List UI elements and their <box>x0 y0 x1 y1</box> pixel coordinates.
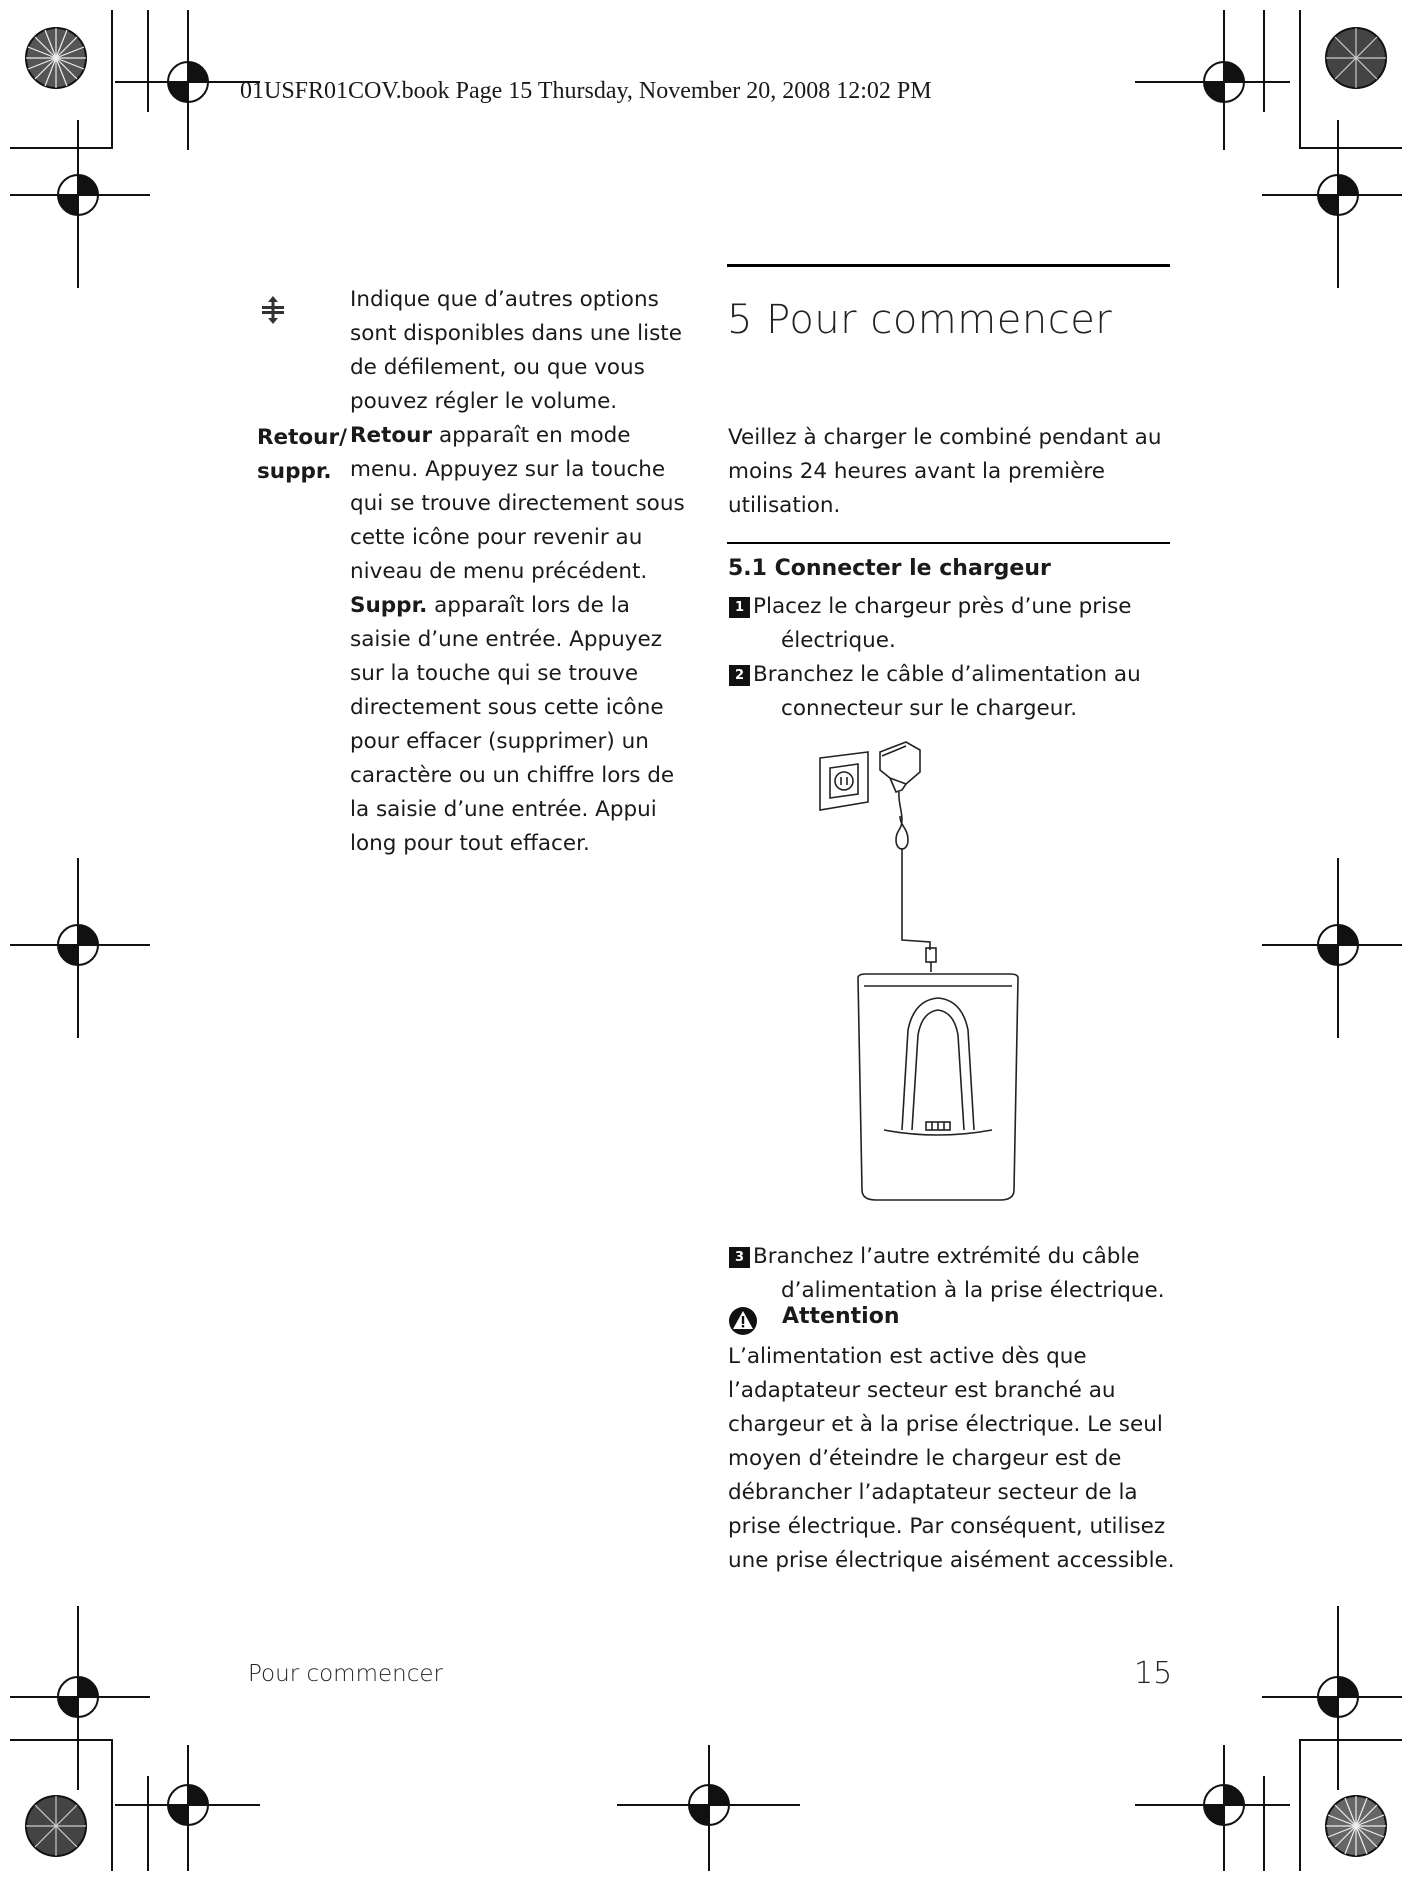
chapter-title: 5 Pour commencer <box>727 297 1113 343</box>
page-number: 15 <box>1134 1656 1173 1691</box>
retour-description: Retour apparaît en mode menu. Appuyez sur la touche qui se trouve directement sous cette icône pour revenir au niveau de menu précédent. <box>350 423 685 584</box>
charger-illustration <box>810 730 1070 1210</box>
warning-icon <box>728 1306 758 1336</box>
print-header: 01USFR01COV.book Page 15 Thursday, November 20, 2008 12:02 PM <box>240 78 932 104</box>
section-title: 5.1 Connecter le chargeur <box>728 556 1051 581</box>
scroll-volume-icon <box>258 295 288 325</box>
section-rule <box>727 542 1170 544</box>
chapter-intro: Veillez à charger le combiné pendant au moins 24 heures avant la première utilisation. <box>728 425 1162 518</box>
attention-title: Attention <box>782 1304 900 1329</box>
left-column-text <box>350 283 690 861</box>
step-3: 3 Branchez l’autre extrémité du câble d’alimentation à la prise électrique. <box>729 1240 1179 1308</box>
step-2: 2 Branchez le câble d’alimentation au connecteur sur le chargeur. <box>729 658 1179 726</box>
retour-label: Retour/ suppr. <box>257 425 347 484</box>
scroll-description: Indique que d’autres options sont disponibles dans une liste de défilement, ou que vous pouvez régler le volume. <box>350 287 682 414</box>
attention-text: L’alimentation est active dès que l’adaptateur secteur est branché au chargeur et à la prise électrique. Le seul moyen d’éteindre le chargeur est de débrancher l’adaptateur secteur de la prise électrique. Par conséquent, utilisez une prise électrique aisément accessible. <box>728 1344 1175 1573</box>
footer-section: Pour commencer <box>248 1661 443 1687</box>
step-1: 1 Placez le chargeur près d’une prise électrique. <box>729 590 1179 658</box>
chapter-rule <box>727 264 1170 267</box>
suppr-description: Suppr. apparaît lors de la saisie d’une entrée. Appuyez sur la touche qui se trouve directement sous cette icône pour effacer (supprimer) un caractère ou un chiffre lors de la saisie d’une entrée. Appui long pour tout effacer. <box>350 593 675 856</box>
